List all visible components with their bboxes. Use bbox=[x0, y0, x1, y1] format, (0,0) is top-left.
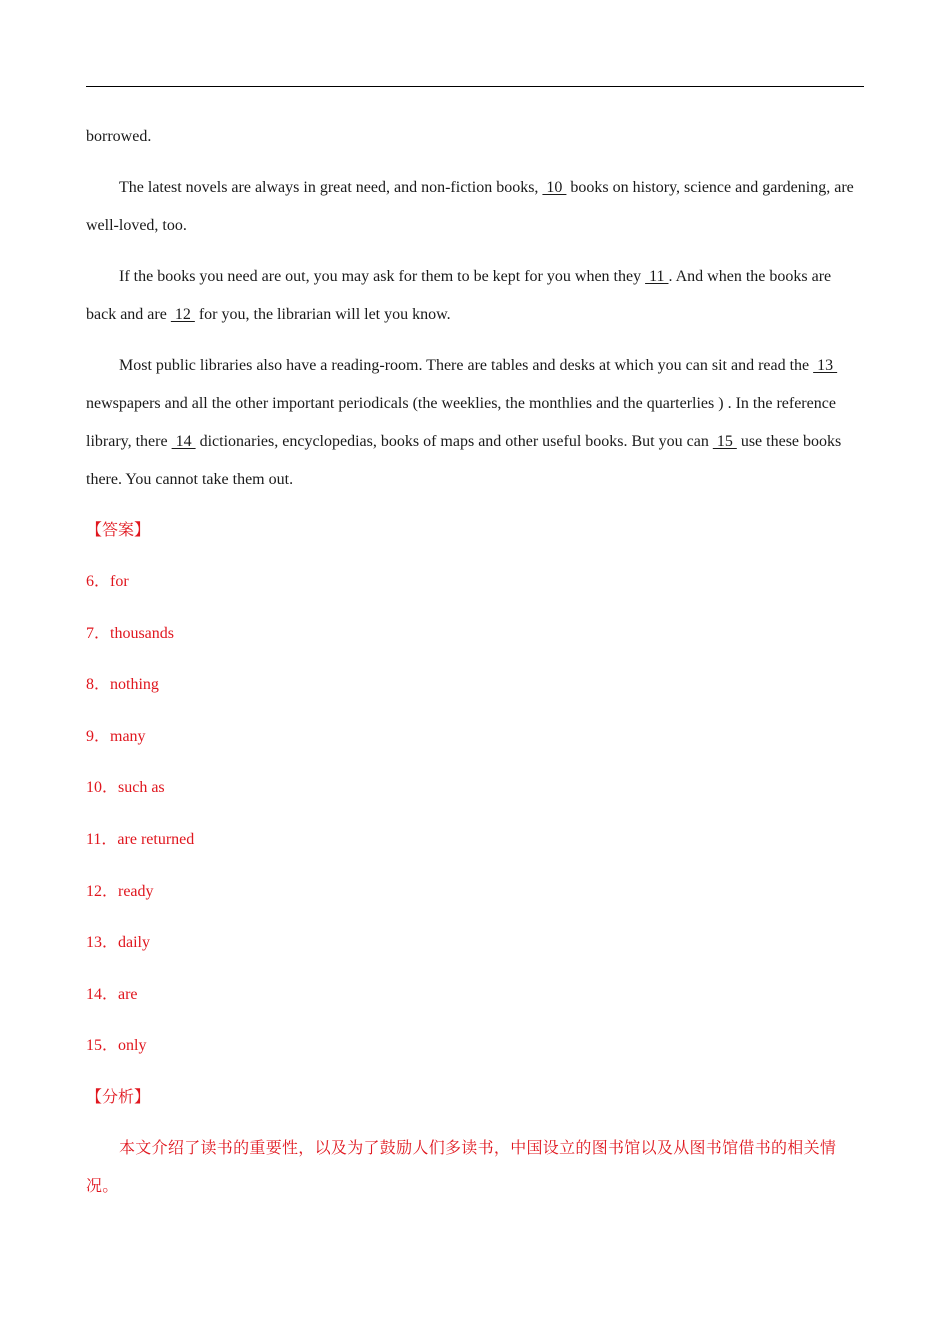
blank-11: 11 bbox=[645, 268, 669, 285]
passage-paragraph-3: If the books you need are out, you may ask for them to be kept for you when they 11 . And when the books are back and are 12 for you, the librarian will let you know. bbox=[86, 268, 832, 323]
answer-item: 10．such as bbox=[86, 779, 165, 797]
blank-15: 15 bbox=[712, 433, 737, 450]
passage-paragraph-2: The latest novels are always in great need, and non-fiction books, 10 books on history, science and gardening, are well-loved, too. bbox=[86, 179, 854, 234]
blank-14: 14 bbox=[171, 433, 196, 450]
answer-item: 11．are returned bbox=[86, 830, 195, 848]
answer-heading: 【答案】 bbox=[86, 522, 151, 539]
blank-12: 12 bbox=[170, 306, 195, 323]
blank-10: 10 bbox=[542, 179, 567, 196]
answer-item: 7．thousands bbox=[86, 624, 175, 642]
answer-list bbox=[86, 563, 864, 1065]
passage-paragraph-4: Most public libraries also have a reading-room. There are tables and desks at which you can sit and read the 13 newspapers and all the other important periodicals (the weeklies, the monthlies and the quarterlies ) . In the reference library, there 14 dictionaries, encyclopedias, books of maps and other useful books. But you can 15 use these books there. You cannot take them out. bbox=[86, 357, 842, 488]
passage-paragraph-1: borrowed. bbox=[86, 128, 152, 145]
answer-item: 9．many bbox=[86, 727, 146, 745]
answer-item: 6．for bbox=[86, 573, 129, 590]
blank-13: 13 bbox=[813, 357, 838, 374]
answer-item: 13．daily bbox=[86, 934, 150, 952]
answer-item: 12．ready bbox=[86, 882, 154, 900]
answer-item: 14．are bbox=[86, 985, 138, 1003]
analysis-text: 本文介绍了读书的重要性，以及为了鼓励人们多读书，中国设立的图书馆以及从图书馆借书的相关情况。 bbox=[86, 1139, 837, 1195]
analysis-heading: 【分析】 bbox=[86, 1088, 151, 1106]
answer-item: 15．only bbox=[86, 1037, 147, 1055]
answer-item: 8．nothing bbox=[86, 676, 159, 694]
header-rule bbox=[86, 86, 864, 87]
document-body bbox=[86, 118, 864, 1206]
